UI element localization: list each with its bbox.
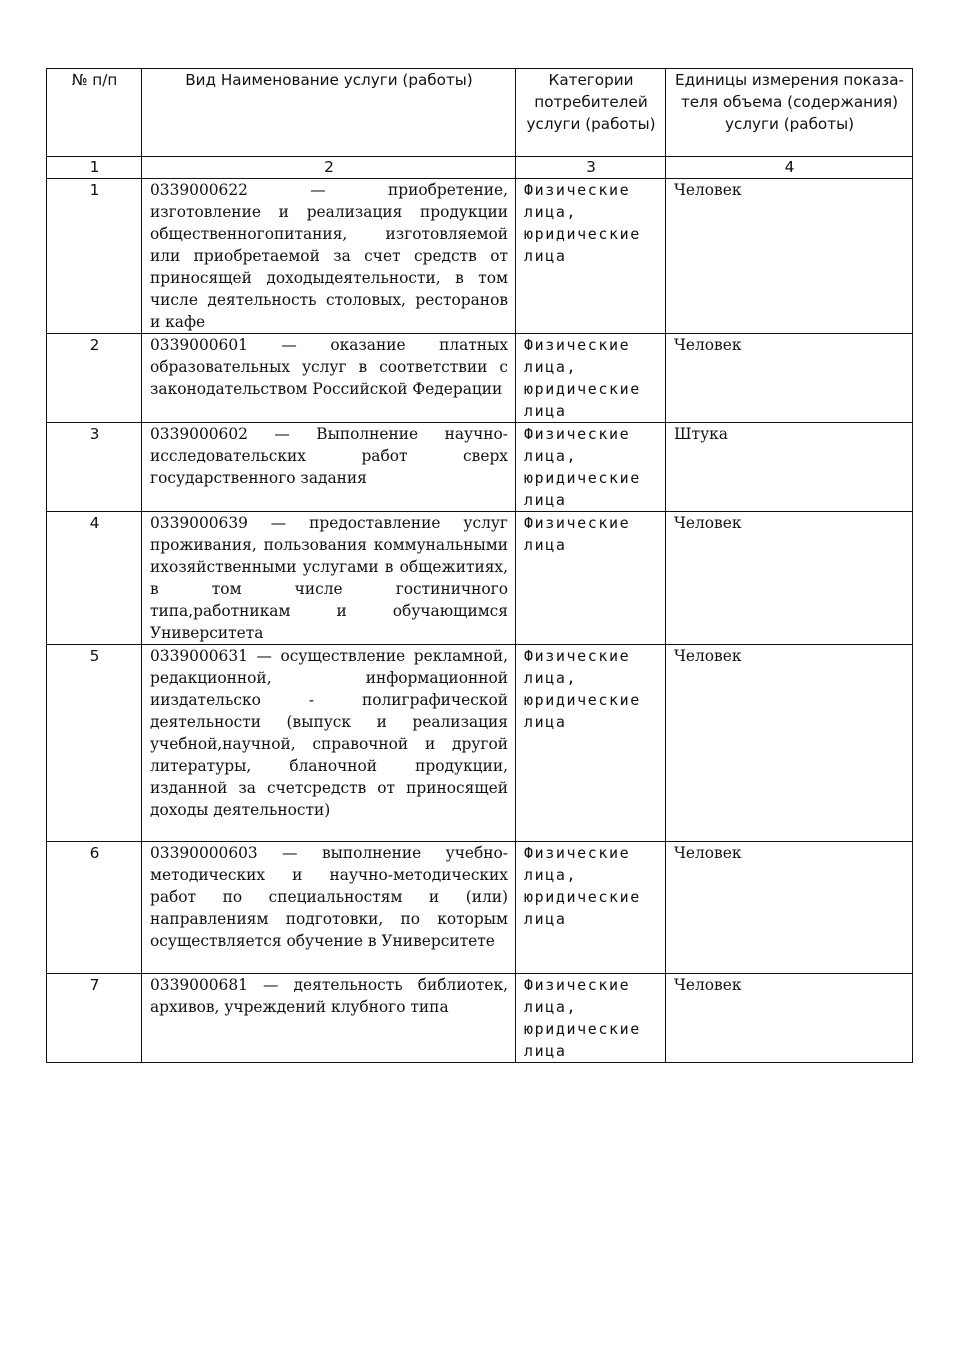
consumer-category-line: лица: [524, 713, 567, 731]
service-name: 03390000603 — выполнение учебно-методических и научно-методических работ по специальностям и (или) направлениям подготовки, по которым осуществляется обучение в Университете: [150, 844, 508, 950]
service-name: 0339000681 — деятельность библиотек, архивов, учреждений клубного типа: [150, 976, 508, 1016]
service-name: 0339000639 — предоставление услуг проживания, пользования коммунальными ихозяйственными услугами в общежитиях, в том числе гостиничного типа,работникам и обучающимся Университета: [150, 514, 508, 642]
consumer-category-line: юридические: [524, 1020, 641, 1038]
unit-cell: Человек: [666, 974, 913, 1063]
table-row: [47, 842, 913, 974]
header-consumer-category: Категории потребителей услуги (работы): [516, 69, 666, 157]
service-name: 0339000631 — осуществление рекламной, редакционной, информационной ииздательско - полиграфической деятельности (выпуск и реализация учебной,научной, справочной и другой литературы, бланочной продукции, изданной за счетсредств от приносящей доходы деятельности): [150, 647, 508, 819]
unit-cell: Человек: [666, 179, 913, 334]
document-page: [46, 68, 912, 1063]
consumer-category-line: лица,: [524, 998, 578, 1016]
consumer-category-line: лица,: [524, 866, 578, 884]
header-service-name: Вид Наименование услуги (работы): [142, 69, 516, 157]
services-table: [46, 68, 913, 1063]
row-number: 1: [47, 179, 142, 334]
service-name-cell: [142, 974, 516, 1063]
unit-cell: Человек: [666, 334, 913, 423]
consumer-category-cell: [516, 842, 666, 974]
consumer-category-line: лица: [524, 536, 567, 554]
consumer-category-line: лица: [524, 1042, 567, 1060]
header-unit: Единицы измерения показа-теля объема (содержания) услуги (работы): [666, 69, 913, 157]
column-number: 1: [47, 157, 142, 179]
table-row: [47, 423, 913, 512]
table-row: [47, 334, 913, 423]
row-number: 3: [47, 423, 142, 512]
consumer-category-line: лица: [524, 910, 567, 928]
consumer-category-line: Физические: [524, 514, 631, 532]
row-number: 4: [47, 512, 142, 645]
unit-cell: Человек: [666, 842, 913, 974]
service-name: 0339000622 — приобретение, изготовление и реализация продукции общественногопитания, изготовляемой или приобретаемой за счет средств от приносящей доходыдеятельности, в том числе деятельность столовых, ресторанов и кафе: [150, 181, 508, 331]
header-row: [47, 69, 913, 157]
consumer-category-cell: [516, 179, 666, 334]
consumer-category-cell: [516, 334, 666, 423]
column-number: 3: [516, 157, 666, 179]
column-number: 4: [666, 157, 913, 179]
service-name: 0339000601 — оказание платных образовательных услуг в соответствии с законодательством Российской Федерации: [150, 336, 508, 398]
table-row: [47, 974, 913, 1063]
consumer-category-line: Физические: [524, 425, 631, 443]
table-row: [47, 512, 913, 645]
column-numbers-row: [47, 157, 913, 179]
consumer-category-line: лица,: [524, 203, 578, 221]
service-name-cell: [142, 334, 516, 423]
consumer-category-cell: [516, 512, 666, 645]
consumer-category-line: юридические: [524, 469, 641, 487]
row-number: 5: [47, 645, 142, 842]
service-name: 0339000602 — Выполнение научно-исследовательских работ сверх государственного задания: [150, 425, 508, 487]
consumer-category-line: юридические: [524, 888, 641, 906]
table-row: [47, 179, 913, 334]
row-number: 7: [47, 974, 142, 1063]
unit-cell: Человек: [666, 645, 913, 842]
service-name-cell: [142, 842, 516, 974]
consumer-category-line: лица: [524, 402, 567, 420]
table-row: [47, 645, 913, 842]
service-name-cell: [142, 423, 516, 512]
consumer-category-line: лица,: [524, 669, 578, 687]
consumer-category-line: Физические: [524, 844, 631, 862]
consumer-category-line: юридические: [524, 380, 641, 398]
consumer-category-line: Физические: [524, 647, 631, 665]
row-number: 6: [47, 842, 142, 974]
service-name-cell: [142, 645, 516, 842]
column-number: 2: [142, 157, 516, 179]
consumer-category-line: Физические: [524, 181, 631, 199]
table-body: [47, 179, 913, 1063]
row-number: 2: [47, 334, 142, 423]
unit-cell: Штука: [666, 423, 913, 512]
consumer-category-line: Физические: [524, 336, 631, 354]
consumer-category-line: лица: [524, 247, 567, 265]
consumer-category-line: лица,: [524, 358, 578, 376]
consumer-category-cell: [516, 974, 666, 1063]
header-number: № п/п: [47, 69, 142, 157]
service-name-cell: [142, 512, 516, 645]
consumer-category-line: юридические: [524, 691, 641, 709]
consumer-category-line: лица: [524, 491, 567, 509]
consumer-category-line: юридические: [524, 225, 641, 243]
consumer-category-line: лица,: [524, 447, 578, 465]
unit-cell: Человек: [666, 512, 913, 645]
consumer-category-line: Физические: [524, 976, 631, 994]
service-name-cell: [142, 179, 516, 334]
consumer-category-cell: [516, 423, 666, 512]
consumer-category-cell: [516, 645, 666, 842]
